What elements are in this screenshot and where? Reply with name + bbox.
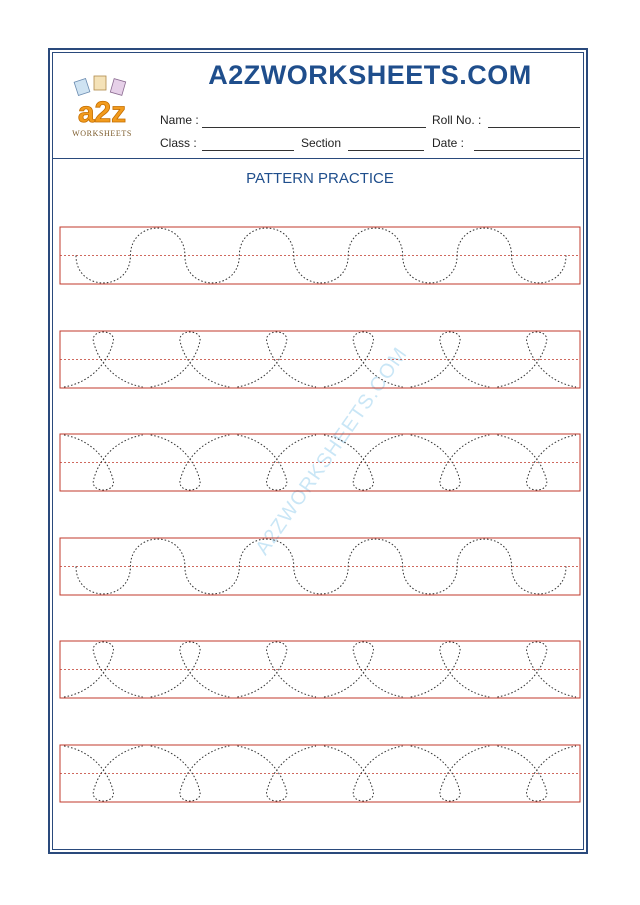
site-title: A2ZWORKSHEETS.COM <box>208 60 532 90</box>
logo-subtext: WORKSHEETS <box>72 129 132 138</box>
date-label: Date : <box>432 136 465 150</box>
pattern-row-6 <box>60 745 580 802</box>
pattern-row-2 <box>60 331 580 388</box>
pattern-row-3 <box>60 434 580 491</box>
roll-no-label: Roll No. : <box>432 113 482 127</box>
pattern-row-1 <box>60 227 580 284</box>
watermark: A2ZWORKSHEETS.COM <box>251 343 412 560</box>
class-label: Class : <box>160 136 197 150</box>
section-label: Section <box>301 136 342 150</box>
logo-text: a2z <box>77 96 127 129</box>
name-label: Name : <box>160 113 199 127</box>
pattern-row-5 <box>60 641 580 698</box>
page-heading: PATTERN PRACTICE <box>246 170 394 187</box>
pattern-row-4 <box>60 538 580 595</box>
